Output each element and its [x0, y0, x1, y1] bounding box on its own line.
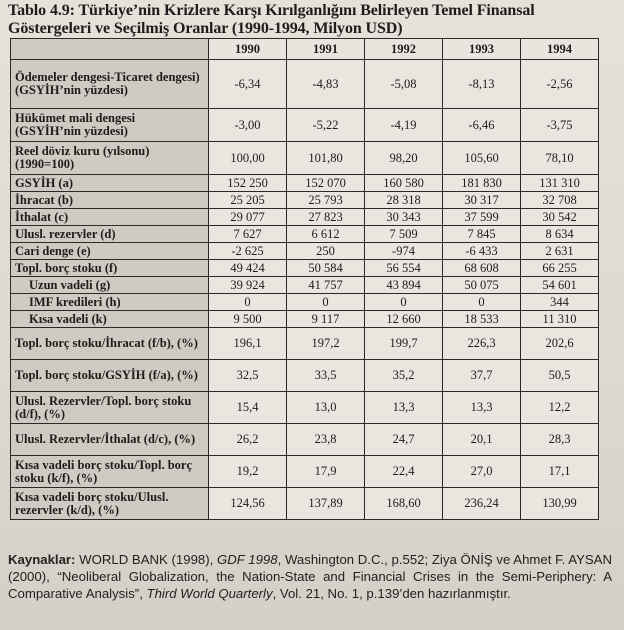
table-row — [11, 277, 599, 294]
row-label: İhracat (b) — [11, 192, 209, 209]
source-label: Kaynaklar: — [8, 552, 76, 567]
table-row — [11, 328, 599, 360]
source-text: , Washington D.C., p.552; Ziya ÖNİŞ ve Ahmet F. AYSAN (2000), “Neoliberal Globalization, the Nation-State and Financial Crises in the Semi-Periphery: A Comparative Analysis”, — [8, 552, 613, 601]
value-cell: 50 075 — [443, 277, 521, 294]
value-cell: 137,89 — [287, 488, 365, 520]
header-corner — [11, 39, 209, 60]
value-cell: 160 580 — [365, 175, 443, 192]
table-body — [11, 60, 599, 520]
value-cell: 9 500 — [209, 311, 287, 328]
value-cell: 30 542 — [521, 209, 599, 226]
value-cell: 152 250 — [209, 175, 287, 192]
value-cell: 26,2 — [209, 424, 287, 456]
year-header: 1994 — [521, 39, 599, 60]
value-cell: 199,7 — [365, 328, 443, 360]
value-cell: 15,4 — [209, 392, 287, 424]
table-row — [11, 294, 599, 311]
value-cell: 28,3 — [521, 424, 599, 456]
table-row — [11, 456, 599, 488]
value-cell: 7 845 — [443, 226, 521, 243]
value-cell: 130,99 — [521, 488, 599, 520]
value-cell: 0 — [209, 294, 287, 311]
value-cell: 344 — [521, 294, 599, 311]
value-cell: 54 601 — [521, 277, 599, 294]
row-label: IMF kredileri (h) — [11, 294, 209, 311]
value-cell: 39 924 — [209, 277, 287, 294]
row-label: Topl. borç stoku (f) — [11, 260, 209, 277]
value-cell: 168,60 — [365, 488, 443, 520]
value-cell: 49 424 — [209, 260, 287, 277]
value-cell: 66 255 — [521, 260, 599, 277]
value-cell: 98,20 — [365, 142, 443, 175]
value-cell: 25 793 — [287, 192, 365, 209]
value-cell: -5,22 — [287, 109, 365, 142]
value-cell: 30 317 — [443, 192, 521, 209]
row-label: Hükümet mali dengesi (GSYİH’nin yüzdesi) — [11, 109, 209, 142]
row-label: Ulusl. rezervler (d) — [11, 226, 209, 243]
value-cell: 28 318 — [365, 192, 443, 209]
value-cell: 32,5 — [209, 360, 287, 392]
row-label: Kısa vadeli (k) — [11, 311, 209, 328]
row-label: Topl. borç stoku/İhracat (f/b), (%) — [11, 328, 209, 360]
value-cell: 32 708 — [521, 192, 599, 209]
value-cell: 23,8 — [287, 424, 365, 456]
value-cell: 2 631 — [521, 243, 599, 260]
value-cell: 50,5 — [521, 360, 599, 392]
source-text: , Vol. 21, No. 1, p.139’den hazırlanmıştır. — [272, 586, 511, 601]
value-cell: 41 757 — [287, 277, 365, 294]
value-cell: 100,00 — [209, 142, 287, 175]
value-cell: 202,6 — [521, 328, 599, 360]
value-cell: 0 — [287, 294, 365, 311]
value-cell: 29 077 — [209, 209, 287, 226]
value-cell: 24,7 — [365, 424, 443, 456]
value-cell: 250 — [287, 243, 365, 260]
value-cell: 124,56 — [209, 488, 287, 520]
table-row — [11, 175, 599, 192]
value-cell: 56 554 — [365, 260, 443, 277]
row-label: Ulusl. Rezervler/Topl. borç stoku (d/f), (%) — [11, 392, 209, 424]
value-cell: 197,2 — [287, 328, 365, 360]
value-cell: 12,2 — [521, 392, 599, 424]
value-cell: 18 533 — [443, 311, 521, 328]
value-cell: 236,24 — [443, 488, 521, 520]
value-cell: 8 634 — [521, 226, 599, 243]
row-label: Kısa vadeli borç stoku/Ulusl. rezervler (k/d), (%) — [11, 488, 209, 520]
value-cell: -3,00 — [209, 109, 287, 142]
value-cell: 226,3 — [443, 328, 521, 360]
value-cell: -8,13 — [443, 60, 521, 109]
table-row — [11, 209, 599, 226]
value-cell: 19,2 — [209, 456, 287, 488]
row-label: İthalat (c) — [11, 209, 209, 226]
year-header: 1991 — [287, 39, 365, 60]
row-label: GSYİH (a) — [11, 175, 209, 192]
value-cell: 7 627 — [209, 226, 287, 243]
table-row — [11, 260, 599, 277]
table-row — [11, 60, 599, 109]
value-cell: 0 — [365, 294, 443, 311]
value-cell: 37 599 — [443, 209, 521, 226]
source-italic: Third World Quarterly — [146, 586, 273, 601]
row-label: Ödemeler dengesi-Ticaret dengesi) (GSYİH’nin yüzdesi) — [11, 60, 209, 109]
value-cell: -974 — [365, 243, 443, 260]
source-italic: GDF 1998 — [216, 552, 278, 567]
value-cell: 11 310 — [521, 311, 599, 328]
year-header: 1993 — [443, 39, 521, 60]
table-row — [11, 192, 599, 209]
year-header: 1990 — [209, 39, 287, 60]
year-header: 1992 — [365, 39, 443, 60]
value-cell: 7 509 — [365, 226, 443, 243]
row-label: Topl. borç stoku/GSYİH (f/a), (%) — [11, 360, 209, 392]
value-cell: 30 343 — [365, 209, 443, 226]
row-label: Kısa vadeli borç stoku/Topl. borç stoku (k/f), (%) — [11, 456, 209, 488]
value-cell: -6 433 — [443, 243, 521, 260]
value-cell: 27,0 — [443, 456, 521, 488]
value-cell: 35,2 — [365, 360, 443, 392]
value-cell: 25 205 — [209, 192, 287, 209]
value-cell: -2 625 — [209, 243, 287, 260]
value-cell: 13,0 — [287, 392, 365, 424]
value-cell: 101,80 — [287, 142, 365, 175]
value-cell: -3,75 — [521, 109, 599, 142]
row-label: Uzun vadeli (g) — [11, 277, 209, 294]
value-cell: 0 — [443, 294, 521, 311]
value-cell: -6,46 — [443, 109, 521, 142]
table-row — [11, 360, 599, 392]
value-cell: 17,9 — [287, 456, 365, 488]
value-cell: 20,1 — [443, 424, 521, 456]
value-cell: 78,10 — [521, 142, 599, 175]
value-cell: 152 070 — [287, 175, 365, 192]
table-row — [11, 109, 599, 142]
value-cell: 43 894 — [365, 277, 443, 294]
table-row — [11, 142, 599, 175]
row-label: Cari denge (e) — [11, 243, 209, 260]
value-cell: -4,83 — [287, 60, 365, 109]
table-row — [11, 226, 599, 243]
source-note — [8, 551, 612, 602]
value-cell: -5,08 — [365, 60, 443, 109]
value-cell: 50 584 — [287, 260, 365, 277]
table-row — [11, 243, 599, 260]
table-title: Tablo 4.9: Türkiye’nin Krizlere Karşı Kırılganlığını Belirleyen Temel Finansal Göstergeleri ve Seçilmiş Oranlar (1990-1994, Milyon USD) — [8, 2, 535, 37]
value-cell: 131 310 — [521, 175, 599, 192]
header-row — [11, 39, 599, 60]
value-cell: 181 830 — [443, 175, 521, 192]
value-cell: 27 823 — [287, 209, 365, 226]
value-cell: 6 612 — [287, 226, 365, 243]
value-cell: -4,19 — [365, 109, 443, 142]
value-cell: 33,5 — [287, 360, 365, 392]
value-cell: 9 117 — [287, 311, 365, 328]
value-cell: 13,3 — [365, 392, 443, 424]
table-row — [11, 392, 599, 424]
row-label: Ulusl. Rezervler/İthalat (d/c), (%) — [11, 424, 209, 456]
value-cell: 105,60 — [443, 142, 521, 175]
table-row — [11, 424, 599, 456]
value-cell: 22,4 — [365, 456, 443, 488]
value-cell: 12 660 — [365, 311, 443, 328]
value-cell: -6,34 — [209, 60, 287, 109]
row-label: Reel döviz kuru (yılsonu) (1990=100) — [11, 142, 209, 175]
source-text: WORLD BANK (1998), — [75, 552, 217, 567]
value-cell: 17,1 — [521, 456, 599, 488]
table-row — [11, 311, 599, 328]
indicators-table — [10, 38, 599, 520]
value-cell: 37,7 — [443, 360, 521, 392]
table-row — [11, 488, 599, 520]
value-cell: -2,56 — [521, 60, 599, 109]
value-cell: 13,3 — [443, 392, 521, 424]
value-cell: 196,1 — [209, 328, 287, 360]
value-cell: 68 608 — [443, 260, 521, 277]
